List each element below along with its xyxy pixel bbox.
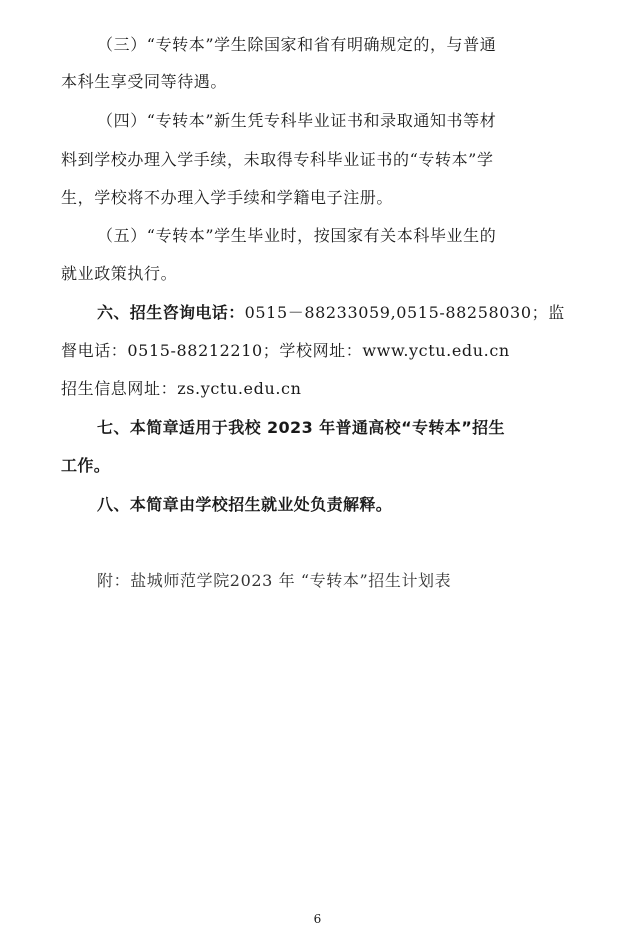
section-5-line-2: 就业政策执行。 bbox=[61, 264, 178, 283]
section-4-line-2: 料到学校办理入学手续，未取得专科毕业证书的“专转本”学 bbox=[61, 150, 494, 169]
section-6-line-1 bbox=[97, 302, 565, 324]
section-5-line-1: （五）“专转本”学生毕业时，按国家有关本科毕业生的 bbox=[97, 226, 497, 245]
section-7-line-2: 工作。 bbox=[61, 456, 111, 475]
section-3-line-1: （三）“专转本”学生除国家和省有明确规定的，与普通 bbox=[97, 35, 497, 54]
section-4-line-3: 生，学校将不办理入学手续和学籍电子注册。 bbox=[61, 188, 394, 207]
section-8-line-1: 八、本简章由学校招生就业处负责解释。 bbox=[97, 495, 393, 514]
page-number: 6 bbox=[313, 912, 322, 926]
section-6-line-2: 督电话：0515-88212210；学校网址：www.yctu.edu.cn bbox=[61, 341, 510, 360]
section-6-heading: 六、招生咨询电话： bbox=[97, 303, 245, 322]
section-7-line-1: 七、本简章适用于我校 2023 年普通高校“专转本”招生 bbox=[97, 418, 505, 437]
section-4-line-1: （四）“专转本”新生凭专科毕业证书和录取通知书等材 bbox=[97, 111, 497, 130]
attachment-note: 附：盐城师范学院2023 年 “专转本”招生计划表 bbox=[97, 571, 452, 590]
section-6-phones: 0515－88233059,0515-88258030；监 bbox=[244, 303, 565, 322]
section-6-line-3: 招生信息网址：zs.yctu.edu.cn bbox=[61, 379, 302, 398]
section-3-line-2: 本科生享受同等待遇。 bbox=[61, 72, 228, 91]
